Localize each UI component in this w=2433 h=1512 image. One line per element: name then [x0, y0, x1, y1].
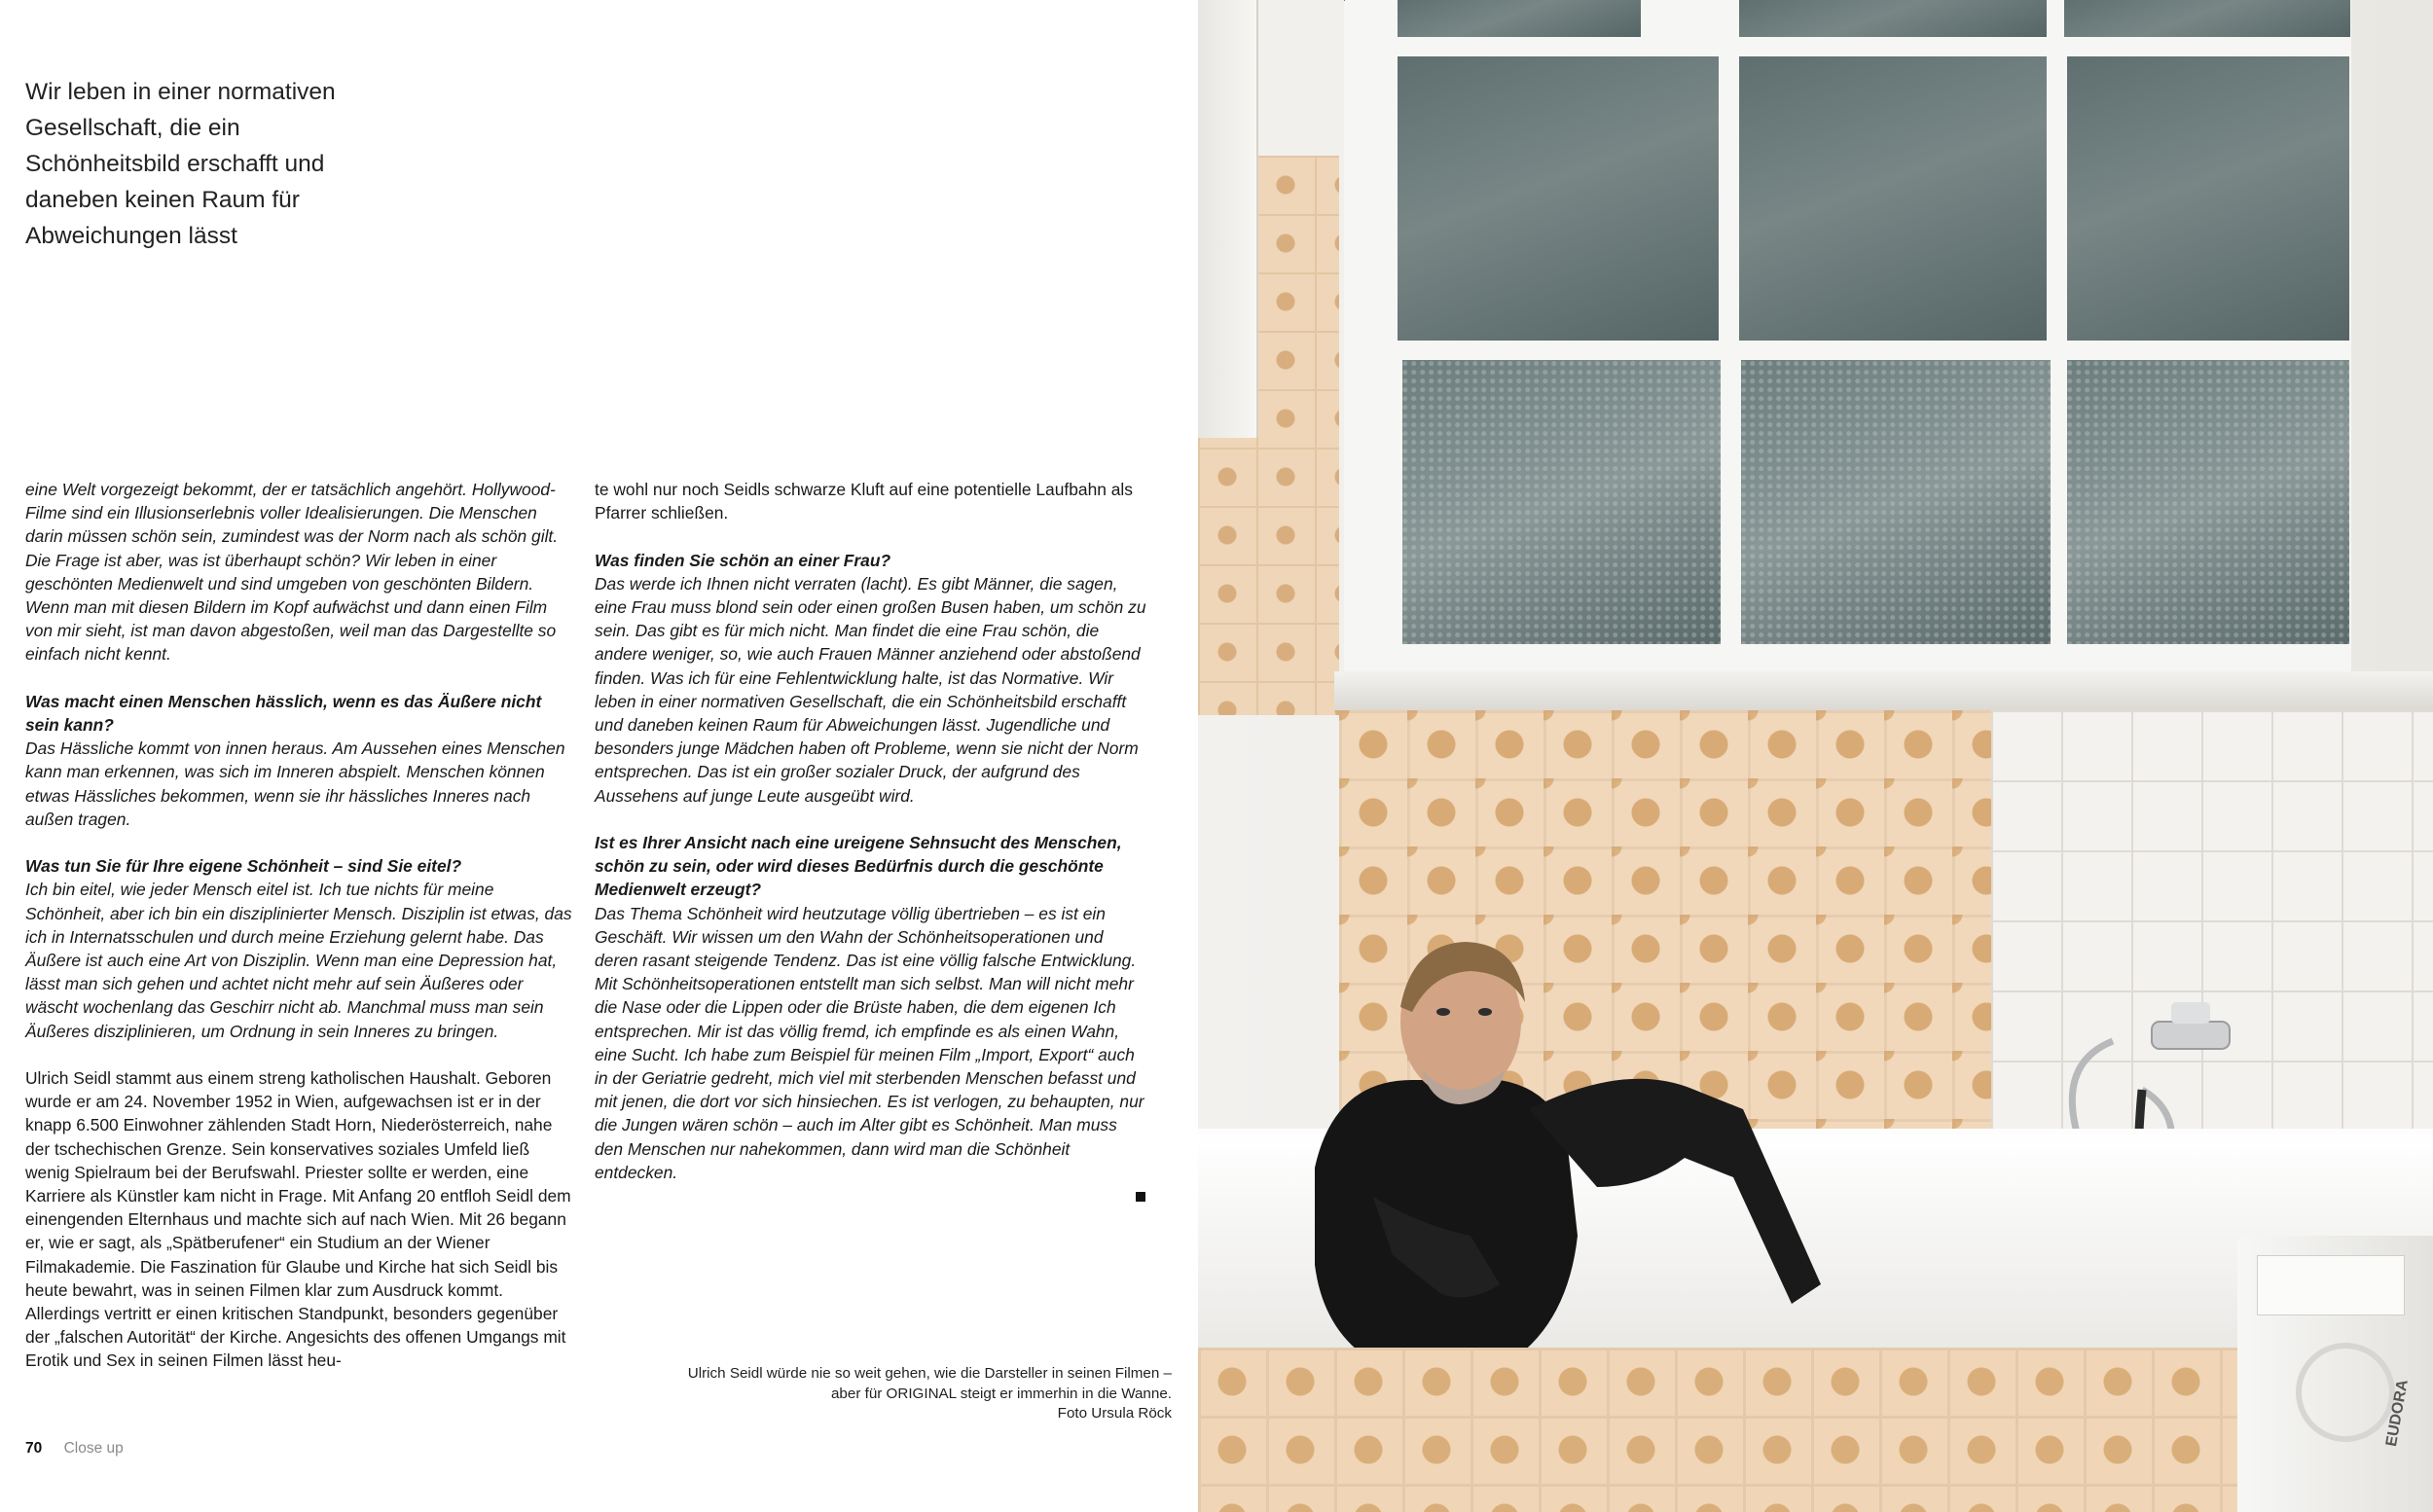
- answer-text: Ich bin eitel, wie jeder Mensch eitel ist. Ich tue nichts für meine Schönheit, aber ich bin ein disziplinierter Mensch. Disziplin ist etwas, das ich in Internatsschulen und durch meine Erziehung gelernt habe. Das Äußere ist auch eine Art von Disziplin. Wenn man eine Depression hat, lässt man sich gehen und achtet nicht mehr auf sein Äußeres oder wäscht wochenlang das Geschirr nicht ab. Manchmal muss man sein Äußeres disziplinieren, um Ordnung in sein Inneres zu bringen.: [25, 880, 572, 1041]
- window-pane: [2067, 360, 2349, 644]
- answer-text: Das Thema Schönheit wird heutzutage völlig übertrieben – es ist ein Geschäft. Wir wissen um den Wahn der Schönheitsoperationen und deren rasant steigende Tendenz. Das ist eine völlig falsche Entwicklung. Mit Schönheitsoperationen entstellt man sich selbst. Man will nicht mehr die Nase oder die Lippen oder die Brüste haben, die dem eigenen Ich entsprechen. Mir ist das völlig fremd, ich empfinde es als einen Wahn, eine Sucht. Ich habe zum Beispiel für meinen Film „Import, Export“ auch in der Geriatrie gedreht, mich viel mit sterbenden Menschen befasst und mit jenen, die dort vor sich hinsiechen. Es ist verlogen, zu behaupten, nur die Jungen wären schön – auch im Alter gibt es Schönheit. Man muss den Menschen nur nahekommen, dann wird man die Schönheit entdecken.: [595, 903, 1144, 1182]
- washer-brand-label: EUDORA: [2383, 1378, 2412, 1448]
- qa-block: [25, 690, 578, 831]
- pull-quote-line: daneben keinen Raum für: [25, 187, 300, 213]
- answer-text: Das werde ich Ihnen nicht verraten (lacht). Es gibt Männer, die sagen, eine Frau muss blond sein oder einen großen Busen haben, um schön zu sein. Das gibt es für mich nicht. Man findet die eine Frau schön, die andere weniger, so, wie auch Frauen Männer anziehend oder abstoßend finden. Was ich für eine Fehlentwicklung halte, ist das Normative. Wir leben in einer normativen Gesellschaft, die ein Schönheitsbild erschafft und daneben keinen Raum für Abweichungen lässt. Jugendliche und besonders junge Mädchen haben oft Probleme, wenn sie nicht der Norm entsprechen. Das ist ein großer sozialer Druck, der aufgrund des Aussehens auf junge Leute ausgeübt wird.: [595, 573, 1146, 806]
- man-in-bathtub: [1276, 915, 1957, 1421]
- answer-text: eine Welt vorgezeigt bekommt, der er tatsächlich angehört. Hollywood-Filme sind ein Illusionserlebnis voller Idealisierungen. Die Menschen darin müssen schön sein, zumindest was der Norm nach als schön gilt. Die Frage ist aber, was ist überhaupt schön? Wir leben in einer geschönten Medienwelt und sind umgeben von geschönten Bildern. Wenn man mit diesen Bildern im Kopf aufwächst und dann einen Film von mir sieht, ist man davon abgestoßen, weil man das Dargestellte so einfach nicht kennt.: [25, 480, 559, 665]
- page-number: 70: [25, 1440, 43, 1457]
- interview-question: Ist es Ihrer Ansicht nach eine ureigene Sehnsucht des Menschen, schön zu sein, oder wird dieses Bedürfnis durch die geschönte Medienwelt erzeugt?: [595, 833, 1122, 900]
- window-pane: [1402, 360, 1721, 644]
- window-pane: [1739, 0, 2047, 37]
- bathtub-portrait-photo: [1198, 0, 2433, 1512]
- pull-quote-line: Gesellschaft, die ein: [25, 115, 240, 141]
- pull-quote-line: Schönheitsbild erschafft und: [25, 151, 325, 177]
- window-pane: [1739, 56, 2047, 341]
- text-column-1: [25, 478, 578, 1373]
- interview-question: Was macht einen Menschen hässlich, wenn es das Äußere nicht sein kann?: [25, 691, 542, 736]
- window-pane: [1398, 56, 1719, 341]
- window-pane: [1741, 360, 2051, 644]
- window-pane: [2067, 56, 2349, 341]
- paragraph: [595, 478, 1147, 524]
- bio-text-continued: te wohl nur noch Seidls schwarze Kluft auf eine potentielle Laufbahn als Pfarrer schließen.: [595, 480, 1133, 523]
- window-pane: [1398, 0, 1641, 37]
- caption-line: Ulrich Seidl würde nie so weit gehen, wie die Darsteller in seinen Filmen –: [687, 1365, 1172, 1382]
- paragraph: [25, 1066, 578, 1373]
- qa-block: [25, 854, 578, 1043]
- wall-cabinet: [1198, 0, 1258, 438]
- interview-question: Was finden Sie schön an einer Frau?: [595, 550, 891, 570]
- window-pane: [2064, 0, 2350, 37]
- qa-block: [595, 831, 1147, 1184]
- answer-text: Das Hässliche kommt von innen heraus. Am Aussehen eines Menschen kann man erkennen, was sich im Inneren abspielt. Menschen können etwas Hässliches bekommen, wenn sie ihr hässliches Inneres nach außen tragen.: [25, 738, 565, 829]
- text-column-2: [595, 478, 1147, 1184]
- caption-line: aber für ORIGINAL steigt er immerhin in die Wanne.: [830, 1385, 1172, 1402]
- pull-quote-line: Abweichungen lässt: [25, 223, 237, 249]
- window-sill: [1334, 671, 2433, 710]
- pull-quote-line: Wir leben in einer normativen: [25, 79, 336, 105]
- washing-machine: [2237, 1236, 2433, 1512]
- section-name: Close up: [63, 1440, 124, 1457]
- photo-caption: [584, 1364, 1172, 1424]
- bio-text: Ulrich Seidl stammt aus einem streng katholischen Haushalt. Geboren wurde er am 24. November 1952 in Wien, aufgewachsen ist er in der knapp 6.500 Einwohner zählenden Stadt Horn, Niederösterreich, nahe der tschechischen Grenze. Sein konservatives soziales Umfeld ließ wenig Spielraum bei der Berufswahl. Priester sollte er werden, eine Karriere als Künstler kam nicht in Frage. Mit Anfang 20 entfloh Seidl dem einengenden Elternhaus und machte sich auf nach Wien. Mit 26 begann er, wie er sagt, als „Spätberufener“ ein Studium an der Wiener Filmakademie. Die Faszination für Glaube und Kirche hat sich Seidl bis heute bewahrt, was in seinen Filmen klar zum Ausdruck kommt. Allerdings vertritt er einen kritischen Standpunkt, besonders gegenüber der „falschen Autorität“ der Kirche. Angesichts des offenen Umgangs mit Erotik und Sex in seinen Filmen lässt heu-: [25, 1068, 571, 1371]
- left-page: [0, 0, 1198, 1512]
- paragraph: [25, 478, 578, 666]
- pull-quote: [25, 74, 415, 254]
- end-mark: [1136, 1192, 1145, 1202]
- page-footer: [25, 1440, 124, 1458]
- photo-credit: Foto Ursula Röck: [1057, 1405, 1172, 1422]
- qa-block: [595, 549, 1147, 808]
- interview-question: Was tun Sie für Ihre eigene Schönheit – sind Sie eitel?: [25, 856, 462, 877]
